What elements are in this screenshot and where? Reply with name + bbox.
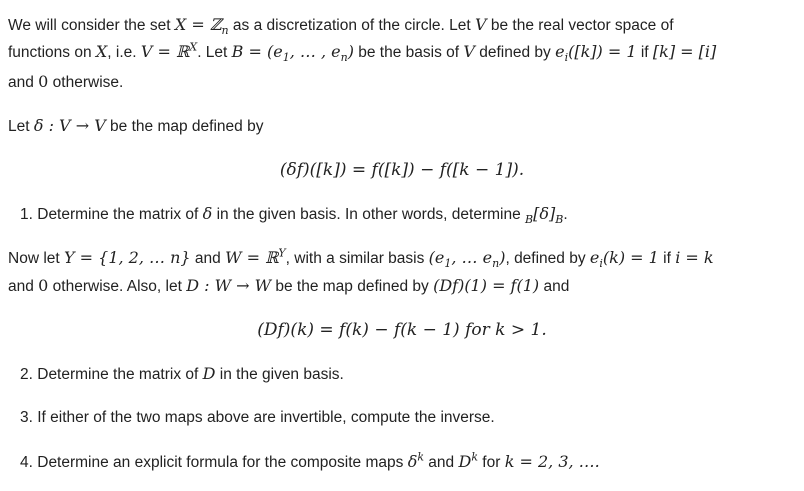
text: in the given basis. In other words, determine <box>212 206 526 223</box>
text: We will consider the set <box>8 17 175 34</box>
text: functions on <box>8 44 96 61</box>
math-text: e <box>589 248 600 267</box>
paragraph-2-line-1 <box>8 116 263 137</box>
text: be the basis of <box>353 44 464 61</box>
math-d-map: D : W → W <box>186 276 272 295</box>
math-text: (k) = 1 <box>602 248 659 267</box>
math-zero: 0 <box>38 276 49 295</box>
text: defined by <box>474 44 556 61</box>
math-delta: δ <box>202 204 213 223</box>
text: be the real vector space of <box>486 17 674 34</box>
text: , defined by <box>505 250 590 267</box>
math-text: δ <box>407 452 418 471</box>
math-text: D <box>458 452 472 471</box>
text: for <box>477 454 505 471</box>
math-zero: 0 <box>38 72 49 91</box>
text: be the map defined by <box>105 118 264 135</box>
item-number: 1. <box>20 206 33 223</box>
math-text: X = ℤ <box>174 15 222 34</box>
math-sub: i <box>599 257 603 271</box>
math-text: ([k]) = 1 <box>568 42 637 61</box>
paragraph-1-line-2 <box>8 42 716 63</box>
item-number: 2. <box>20 366 33 383</box>
math-k-values: k = 2, 3, …. <box>504 452 600 471</box>
equation-delta: (δf)([k]) = f([k]) − f([k − 1]). <box>279 160 525 180</box>
text: otherwise. Also, let <box>48 278 187 295</box>
paragraph-3-line-1 <box>8 248 714 269</box>
math-set-y: Y = {1, 2, … n} <box>64 248 191 267</box>
math-v: V <box>463 42 475 61</box>
math-delta-k <box>408 452 424 471</box>
text: otherwise. <box>48 74 124 91</box>
math-e-i-k <box>555 42 637 65</box>
text: Determine the matrix of <box>32 206 203 223</box>
math-matrix-delta <box>525 204 564 227</box>
math-presub: B <box>525 213 534 226</box>
math-text: W = ℝ <box>225 248 279 267</box>
paragraph-3-line-2 <box>8 276 569 297</box>
math-sub: 1 <box>444 257 452 271</box>
math-text: , … e <box>451 248 493 267</box>
math-text: e <box>555 42 565 61</box>
math-sub: B <box>555 213 564 227</box>
math-text: ) <box>499 248 506 267</box>
math-df-1: (Df)(1) = f(1) <box>433 276 540 295</box>
paragraph-1-line-3 <box>8 72 123 93</box>
math-sub: n <box>221 24 229 38</box>
text: if <box>636 44 653 61</box>
math-text: V = ℝ <box>140 42 190 61</box>
math-text: ) <box>347 42 354 61</box>
math-w-equals-r-y <box>225 248 286 267</box>
math-text: , … , e <box>289 42 341 61</box>
text: as a discretization of the circle. Let <box>228 17 475 34</box>
math-d: D <box>202 364 216 383</box>
list-item-1 <box>20 204 568 226</box>
list-item-3 <box>20 408 495 428</box>
math-sub: i <box>564 51 569 65</box>
math-basis-b <box>231 42 354 65</box>
item-number: 3. <box>20 409 33 426</box>
item-number: 4. <box>20 454 33 471</box>
math-sup: k <box>471 450 478 464</box>
math-k-equals-i: [k] = [i] <box>652 42 717 61</box>
math-sub: 1 <box>282 51 290 65</box>
list-item-4 <box>20 452 600 473</box>
text: Determine an explicit formula for the composite maps <box>32 454 408 471</box>
text: . <box>563 206 568 223</box>
math-set-x <box>174 15 229 38</box>
text: and <box>424 454 459 471</box>
math-v-equals-r-x <box>141 42 197 61</box>
text: and <box>190 250 226 267</box>
math-text: [δ] <box>533 204 556 223</box>
math-delta-map: δ : V → V <box>33 116 106 135</box>
math-sub: n <box>340 51 348 65</box>
math-sub: n <box>492 257 500 271</box>
text: and <box>539 278 570 295</box>
paragraph-1-line-1 <box>8 15 674 36</box>
text: and <box>8 278 39 295</box>
text: Determine the matrix of <box>32 366 203 383</box>
text: , with a similar basis <box>285 250 429 267</box>
text: if <box>658 250 676 267</box>
math-sup: k <box>417 450 424 464</box>
math-v: V <box>475 15 487 34</box>
text: Let <box>8 118 34 135</box>
math-sup: X <box>189 40 198 54</box>
text: be the map defined by <box>271 278 434 295</box>
text: , i.e. <box>107 44 141 61</box>
math-e-i-k <box>589 248 659 271</box>
text: . Let <box>197 44 232 61</box>
math-d-k <box>458 452 478 471</box>
math-x: X <box>95 42 108 61</box>
equation-d: (Df)(k) = f(k) − f(k − 1) for k > 1. <box>257 320 547 340</box>
math-text: B = (e <box>231 42 283 61</box>
math-basis-e <box>428 248 506 271</box>
text: If either of the two maps above are invertible, compute the inverse. <box>32 409 495 426</box>
list-item-2 <box>20 364 344 385</box>
text: Now let <box>8 250 64 267</box>
text: in the given basis. <box>215 366 344 383</box>
math-i-equals-k: i = k <box>675 248 714 267</box>
math-text: (e <box>428 248 445 267</box>
text: and <box>8 74 39 91</box>
math-sup: Y <box>278 246 286 260</box>
